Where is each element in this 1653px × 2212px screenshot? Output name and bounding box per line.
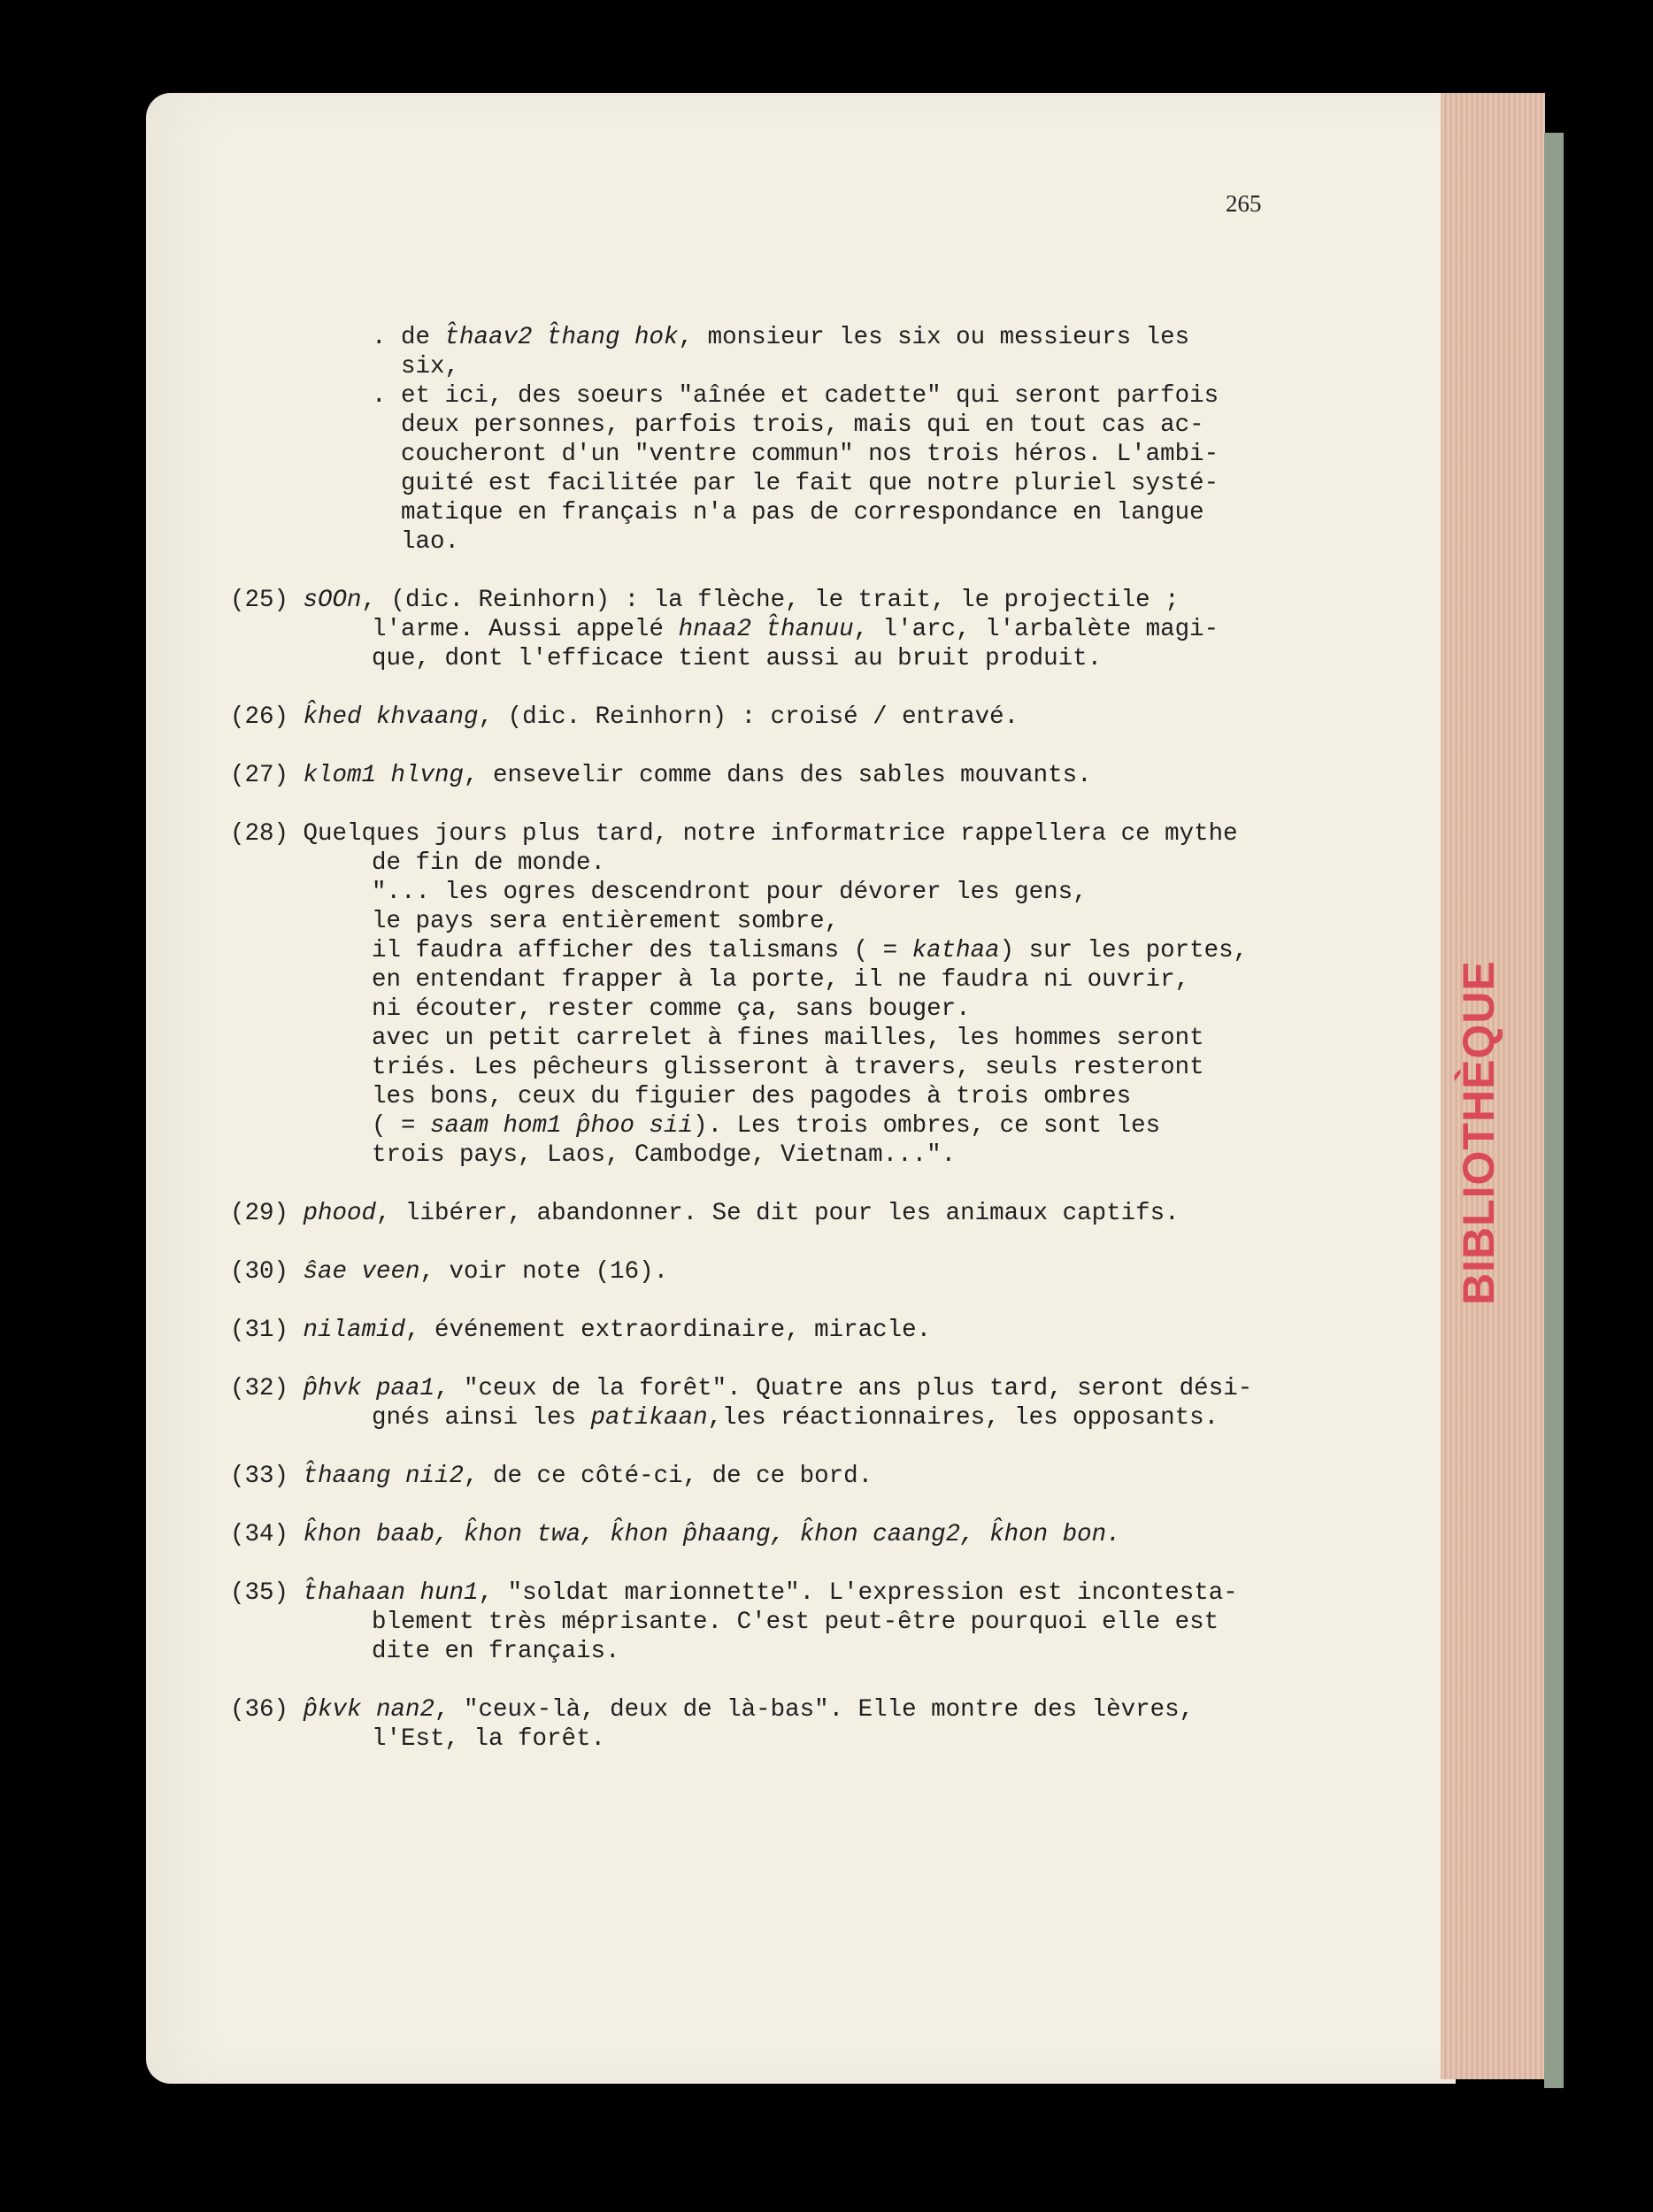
text-line: (35) t̂hahaan hun1, "soldat marionnette". L'expression est incontesta- [230,1579,1238,1607]
text-line: il faudra afficher des talismans ( = kathaa) sur les portes, [372,937,1249,964]
text-line: "... les ogres descendront pour dévorer les gens, [372,879,1088,906]
text-line: lao. [401,528,460,556]
text-line: (31) nilamid, événement extraordinaire, miracle. [230,1317,932,1344]
text-line: (36) p̂kvk nan2, "ceux-là, deux de là-bas". Elle montre des lèvres, [230,1696,1195,1724]
text-line: l'Est, la forêt. [372,1725,606,1753]
text-line: (29) phood, libérer, abandonner. Se dit pour les animaux captifs. [230,1200,1180,1227]
text-line: trois pays, Laos, Cambodge, Vietnam...". [372,1141,957,1169]
text-line: coucheront d'un "ventre commun" nos trois héros. L'ambi- [401,441,1219,468]
text-line: le pays sera entièrement sombre, [372,908,840,935]
text-line: (25) sOOn, (dic. Reinhorn) : la flèche, le trait, le projectile ; [230,587,1180,614]
text-line: dite en français. [372,1638,620,1665]
text-line: les bons, ceux du figuier des pagodes à trois ombres [372,1083,1132,1110]
text-line: que, dont l'efficace tient aussi au bruit produit. [372,645,1103,672]
text-line: (32) p̂hvk paa1, "ceux de la forêt". Quatre ans plus tard, seront dési- [230,1375,1253,1402]
text-line: six, [401,353,460,380]
text-line: (33) t̂haang nii2, de ce côté-ci, de ce bord. [230,1463,873,1490]
text-line: de fin de monde. [372,849,606,877]
text-line: (30) ŝae veen, voir note (16). [230,1258,669,1286]
text-line: triés. Les pêcheurs glisseront à travers, seuls resteront [372,1054,1204,1081]
text-line: matique en français n'a pas de correspondance en langue [401,499,1204,526]
text-line: gnés ainsi les patikaan,les réactionnaires, les opposants. [372,1404,1219,1432]
library-stamp: BIBLIOTHÈQUE [1454,960,1503,1305]
text-line: en entendant frapper à la porte, il ne faudra ni ouvrir, [372,966,1190,994]
page-number: 265 [1226,190,1262,217]
text-line: (26) k̂hed khvaang, (dic. Reinhorn) : croisé / entravé. [230,703,1019,731]
text-line: (34) k̂hon baab, k̂hon twa, k̂hon p̂haang, k̂hon caang2, k̂hon bon. [230,1521,1121,1548]
text-line: ni écouter, rester comme ça, sans bouger. [372,995,971,1023]
text-line: deux personnes, parfois trois, mais qui en tout cas ac- [401,411,1204,439]
text-line: l'arme. Aussi appelé hnaa2 t̂hanuu, l'arc, l'arbalète magi- [372,616,1219,643]
text-line: avec un petit carrelet à fines mailles, les hommes seront [372,1025,1204,1052]
text-line: guité est facilitée par le fait que notre pluriel systé- [401,470,1219,497]
text-line: (27) klom1 hlvng, ensevelir comme dans des sables mouvants. [230,762,1092,789]
text-line: ( = saam hom1 p̂hoo sii). Les trois ombres, ce sont les [372,1112,1161,1140]
text-line: blement très méprisante. C'est peut-être pourquoi elle est [372,1609,1219,1636]
text-line: . de t̂haav2 t̂hang hok, monsieur les six ou messieurs les [372,324,1190,351]
book-cover-edge [1544,133,1564,2088]
text-line: . et ici, des soeurs "aînée et cadette" qui seront parfois [372,382,1219,410]
text-line: (28) Quelques jours plus tard, notre informatrice rappellera ce mythe [230,820,1238,848]
